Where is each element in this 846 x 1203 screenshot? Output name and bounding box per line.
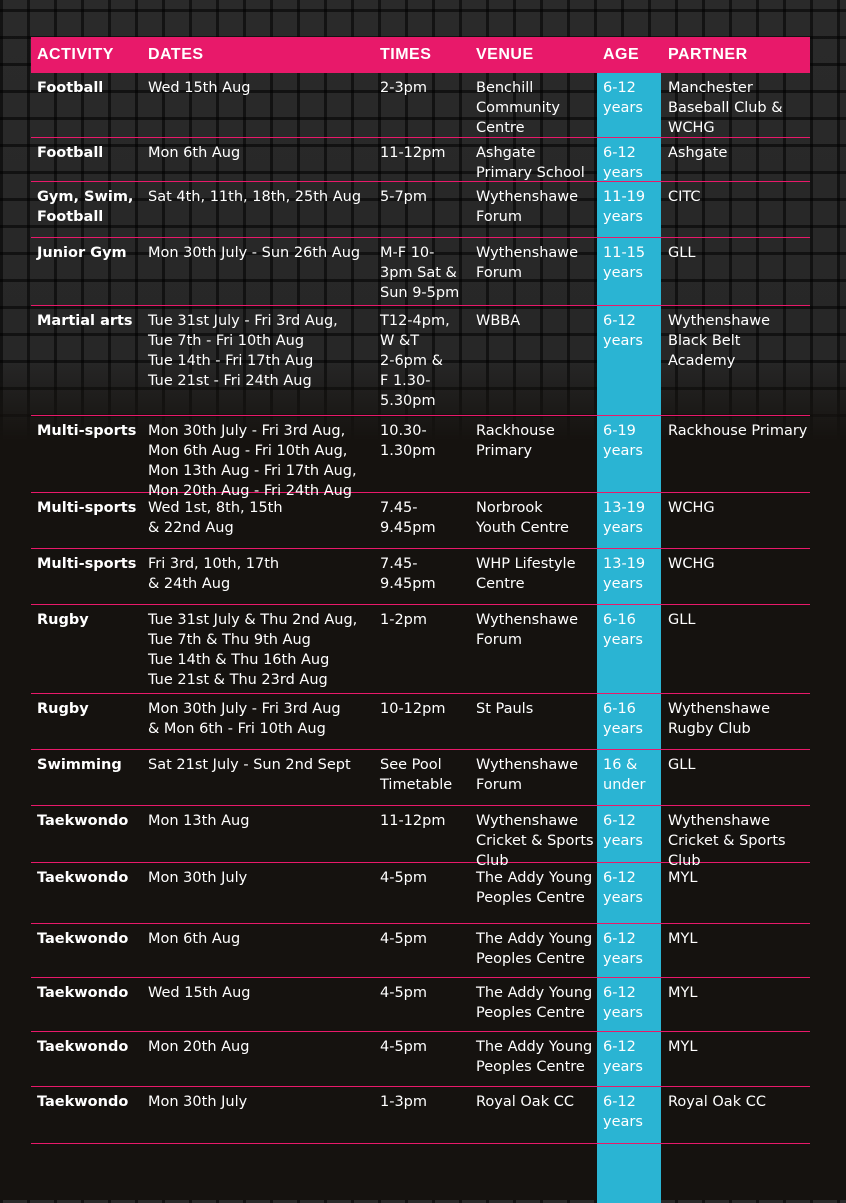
venue-cell: Wythenshawe Forum <box>476 189 579 225</box>
venue-cell: Wythenshawe Forum <box>476 245 579 281</box>
times-cell: 2-3pm <box>380 80 428 96</box>
table-row <box>31 605 810 694</box>
activity-cell: Football <box>37 80 104 96</box>
dates-cell: Mon 30th July <box>148 1094 248 1110</box>
dates-cell: Mon 6th Aug <box>148 145 241 161</box>
dates-cell: Mon 30th July <box>148 870 248 886</box>
dates-cell: Mon 20th Aug <box>148 1039 250 1055</box>
age-cell: 6-19 years <box>603 423 643 459</box>
activity-cell: Junior Gym <box>37 245 127 261</box>
activity-cell: Multi-sports <box>37 500 137 516</box>
venue-cell: St Pauls <box>476 701 534 717</box>
times-cell: 4-5pm <box>380 1039 428 1055</box>
age-cell: 6-12 years <box>603 870 643 906</box>
table-row <box>31 978 810 1032</box>
partner-cell: MYL <box>668 870 698 886</box>
age-cell: 6-12 years <box>603 1039 643 1075</box>
table-row <box>31 416 810 499</box>
partner-cell: WCHG <box>668 500 715 516</box>
table-row <box>31 1032 810 1087</box>
activity-cell: Football <box>37 145 104 161</box>
dates-cell: Wed 15th Aug <box>148 80 251 96</box>
table-row <box>31 73 810 138</box>
times-cell: 11-12pm <box>380 813 446 829</box>
activity-cell: Gym, Swim, Football <box>37 189 134 225</box>
header-dates: DATES <box>148 46 204 63</box>
header-activity: ACTIVITY <box>37 46 114 63</box>
times-cell: T12-4pm, W &T 2-6pm & F 1.30- 5.30pm <box>380 313 450 409</box>
dates-cell: Mon 30th July - Fri 3rd Aug, Mon 6th Aug - Fri 10th Aug, Mon 13th Aug - Fri 17th Aug, Mon 20th Aug - Fri 24th Aug <box>148 423 357 499</box>
dates-cell: Sat 21st July - Sun 2nd Sept <box>148 757 351 773</box>
partner-cell: GLL <box>668 612 696 628</box>
dates-cell: Sat 4th, 11th, 18th, 25th Aug <box>148 189 362 205</box>
activity-cell: Taekwondo <box>37 931 129 947</box>
partner-cell: MYL <box>668 1039 698 1055</box>
venue-cell: Ashgate Primary School <box>476 145 585 181</box>
activity-cell: Martial arts <box>37 313 133 329</box>
times-cell: 11-12pm <box>380 145 446 161</box>
activity-cell: Swimming <box>37 757 122 773</box>
table-row <box>31 1087 810 1144</box>
times-cell: 4-5pm <box>380 870 428 886</box>
table-row <box>31 493 810 549</box>
dates-cell: Wed 15th Aug <box>148 985 251 1001</box>
activity-cell: Multi-sports <box>37 556 137 572</box>
partner-cell: WCHG <box>668 556 715 572</box>
age-cell: 6-12 years <box>603 1094 643 1130</box>
partner-cell: Ashgate <box>668 145 728 161</box>
partner-cell: GLL <box>668 245 696 261</box>
dates-cell: Tue 31st July & Thu 2nd Aug, Tue 7th & Thu 9th Aug Tue 14th & Thu 16th Aug Tue 21st & Thu 23rd Aug <box>148 612 358 688</box>
dates-cell: Mon 30th July - Sun 26th Aug <box>148 245 361 261</box>
partner-cell: Wythenshawe Cricket & Sports Club <box>668 813 786 869</box>
partner-cell: MYL <box>668 985 698 1001</box>
age-cell: 6-12 years <box>603 145 643 181</box>
times-cell: 10.30- 1.30pm <box>380 423 436 459</box>
venue-cell: Wythenshawe Cricket & Sports Club <box>476 813 594 869</box>
age-cell: 6-12 years <box>603 813 643 849</box>
venue-cell: The Addy Young Peoples Centre <box>476 931 593 967</box>
table-row <box>31 182 810 238</box>
activity-cell: Rugby <box>37 612 89 628</box>
age-cell: 6-12 years <box>603 985 643 1021</box>
venue-cell: Royal Oak CC <box>476 1094 574 1110</box>
age-cell: 13-19 years <box>603 500 646 536</box>
header-partner: PARTNER <box>668 46 748 63</box>
times-cell: 1-2pm <box>380 612 428 628</box>
header-times: TIMES <box>380 46 432 63</box>
venue-cell: WHP Lifestyle Centre <box>476 556 576 592</box>
venue-cell: The Addy Young Peoples Centre <box>476 1039 593 1075</box>
header-venue: VENUE <box>476 46 534 63</box>
dates-cell: Mon 30th July - Fri 3rd Aug & Mon 6th - Fri 10th Aug <box>148 701 341 737</box>
activity-cell: Taekwondo <box>37 985 129 1001</box>
times-cell: 5-7pm <box>380 189 428 205</box>
age-cell: 6-12 years <box>603 313 643 349</box>
age-cell: 6-16 years <box>603 701 643 737</box>
partner-cell: Wythenshawe Black Belt Academy <box>668 313 771 369</box>
times-cell: 4-5pm <box>380 985 428 1001</box>
table-row <box>31 750 810 806</box>
age-cell: 13-19 years <box>603 556 646 592</box>
table-row <box>31 924 810 978</box>
table-row <box>31 549 810 605</box>
table-row <box>31 306 810 416</box>
table-row <box>31 806 810 869</box>
age-cell: 6-12 years <box>603 931 643 967</box>
table-row <box>31 138 810 182</box>
times-cell: See Pool Timetable <box>380 757 453 793</box>
venue-cell: The Addy Young Peoples Centre <box>476 870 593 906</box>
venue-cell: The Addy Young Peoples Centre <box>476 985 593 1021</box>
activity-cell: Multi-sports <box>37 423 137 439</box>
age-cell: 11-19 years <box>603 189 646 225</box>
times-cell: 10-12pm <box>380 701 446 717</box>
table-row <box>31 694 810 750</box>
activity-cell: Taekwondo <box>37 1039 129 1055</box>
partner-cell: CITC <box>668 189 701 205</box>
venue-cell: Norbrook Youth Centre <box>476 500 569 536</box>
dates-cell: Mon 6th Aug <box>148 931 241 947</box>
dates-cell: Fri 3rd, 10th, 17th & 24th Aug <box>148 556 280 592</box>
table-header <box>31 37 810 73</box>
activity-table <box>31 37 810 1144</box>
venue-cell: Benchill Community Centre <box>476 80 560 136</box>
age-cell: 16 & under <box>603 757 646 793</box>
table-row <box>31 863 810 924</box>
times-cell: 1-3pm <box>380 1094 428 1110</box>
activity-cell: Rugby <box>37 701 89 717</box>
times-cell: 7.45- 9.45pm <box>380 556 436 592</box>
dates-cell: Wed 1st, 8th, 15th & 22nd Aug <box>148 500 283 536</box>
partner-cell: GLL <box>668 757 696 773</box>
age-cell: 11-15 years <box>603 245 646 281</box>
activity-cell: Taekwondo <box>37 1094 129 1110</box>
partner-cell: Royal Oak CC <box>668 1094 766 1110</box>
dates-cell: Tue 31st July - Fri 3rd Aug, Tue 7th - Fri 10th Aug Tue 14th - Fri 17th Aug Tue 21st - Fri 24th Aug <box>148 313 338 389</box>
partner-cell: MYL <box>668 931 698 947</box>
header-age: AGE <box>603 46 640 63</box>
table-body <box>31 73 810 1144</box>
times-cell: 7.45- 9.45pm <box>380 500 436 536</box>
partner-cell: Wythenshawe Rugby Club <box>668 701 771 737</box>
dates-cell: Mon 13th Aug <box>148 813 250 829</box>
partner-cell: Manchester Baseball Club & WCHG <box>668 80 783 136</box>
venue-cell: Wythenshawe Forum <box>476 612 579 648</box>
age-cell: 6-16 years <box>603 612 643 648</box>
activity-cell: Taekwondo <box>37 870 129 886</box>
times-cell: 4-5pm <box>380 931 428 947</box>
age-cell: 6-12 years <box>603 80 643 116</box>
venue-cell: Rackhouse Primary <box>476 423 555 459</box>
venue-cell: Wythenshawe Forum <box>476 757 579 793</box>
venue-cell: WBBA <box>476 313 521 329</box>
partner-cell: Rackhouse Primary <box>668 423 808 439</box>
times-cell: M-F 10- 3pm Sat & Sun 9-5pm <box>380 245 460 301</box>
table-row <box>31 238 810 306</box>
activity-cell: Taekwondo <box>37 813 129 829</box>
